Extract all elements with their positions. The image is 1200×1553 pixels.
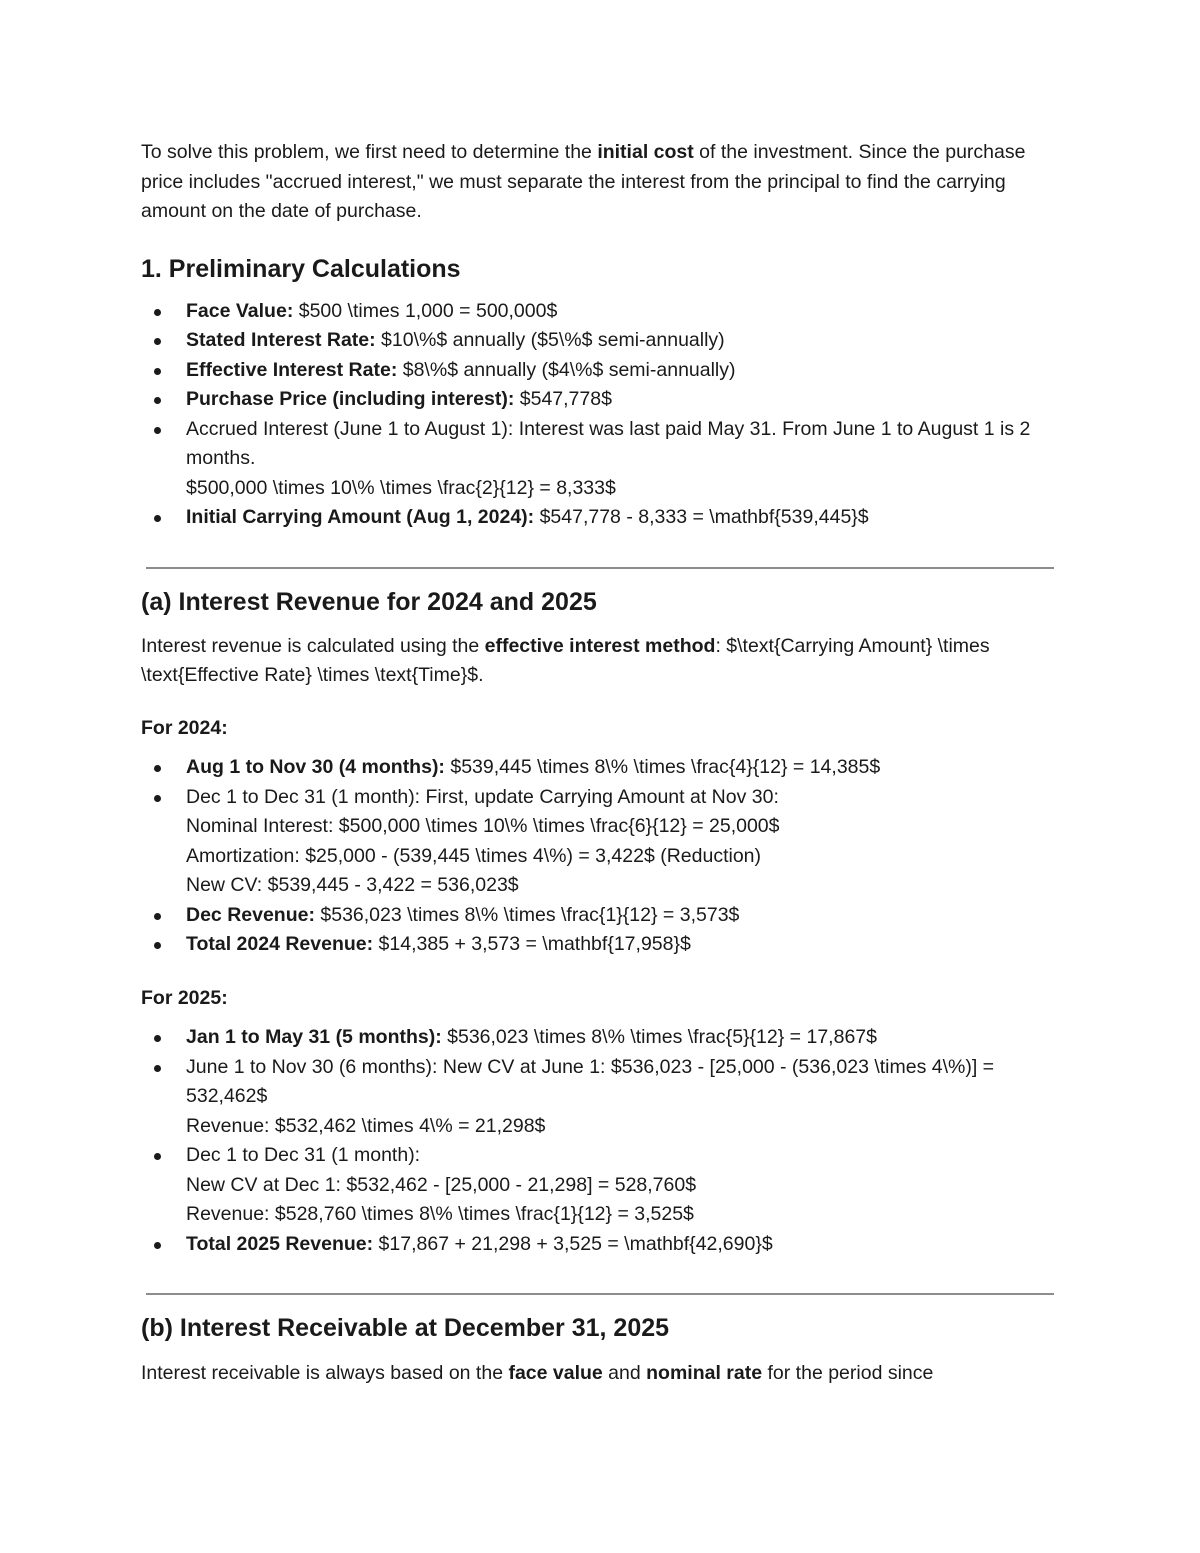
list-item: Accrued Interest (June 1 to August 1): Interest was last paid May 31. From June 1 to August 1 is 2 months. $500,000 \times 10\% \times \frac{2}{12} = 8,333$ xyxy=(141,415,1061,504)
list-item: June 1 to Nov 30 (6 months): New CV at June 1: $536,023 - [25,000 - (536,023 \times 4\%)] = 532,462$ Revenue: $532,462 \times 4\% = 21,298$ xyxy=(141,1053,1061,1142)
list-item: Total 2025 Revenue: $17,867 + 21,298 + 3,525 = \mathbf{42,690}$ xyxy=(141,1230,1061,1260)
list-item: Face Value: $500 \times 1,000 = 500,000$ xyxy=(141,297,1061,327)
section-a-paragraph: Interest revenue is calculated using the effective interest method: $\text{Carrying Amount} \times \text{Effective Rate} \times \text{Time}$. xyxy=(141,634,990,686)
intro-paragraph: To solve this problem, we first need to determine the initial cost of the investment. Since the purchase price includes "accrued interest," we must separate the interest from the principal to find the carrying amount on the date of purchase. xyxy=(141,141,1026,222)
document-body xyxy=(141,138,1061,1389)
list-item: Effective Interest Rate: $8\%$ annually ($4\%$ semi-annually) xyxy=(141,356,1061,386)
section-b-paragraph: Interest receivable is always based on the face value and nominal rate for the period since xyxy=(141,1362,934,1384)
list-item: Dec 1 to Dec 31 (1 month): New CV at Dec 1: $532,462 - [25,000 - 21,298] = 528,760$ Revenue: $528,760 \times 8\% \times \frac{1}{12} = 3,525$ xyxy=(141,1141,1061,1230)
list-item: Total 2024 Revenue: $14,385 + 3,573 = \mathbf{17,958}$ xyxy=(141,930,1061,960)
list-item: Purchase Price (including interest): $547,778$ xyxy=(141,385,1061,415)
list-item: Aug 1 to Nov 30 (4 months): $539,445 \times 8\% \times \frac{4}{12} = 14,385$ xyxy=(141,753,1061,783)
heading-section-a: (a) Interest Revenue for 2024 and 2025 xyxy=(141,587,597,616)
list-item: Initial Carrying Amount (Aug 1, 2024): $547,778 - 8,333 = \mathbf{539,445}$ xyxy=(141,503,1061,533)
section-divider xyxy=(146,1293,1054,1295)
list-item: Jan 1 to May 31 (5 months): $536,023 \times 8\% \times \frac{5}{12} = 17,867$ xyxy=(141,1023,1061,1053)
label-2024: For 2024: xyxy=(141,716,228,739)
revenue-2024-list xyxy=(141,753,1061,960)
heading-section-b: (b) Interest Receivable at December 31, 2025 xyxy=(141,1314,670,1342)
list-item: Dec 1 to Dec 31 (1 month): First, update Carrying Amount at Nov 30: Nominal Interest: $500,000 \times 10\% \times \frac{6}{12} = 25,000$ Amortization: $25,000 - (539,445 \times 4\%) = 3,422$ (Reduction) New CV: $539,445 - 3,422 = 536,023$ xyxy=(141,783,1061,901)
revenue-2025-list xyxy=(141,1023,1061,1259)
preliminary-list xyxy=(141,297,1061,533)
list-item: Stated Interest Rate: $10\%$ annually ($5\%$ semi-annually) xyxy=(141,326,1061,356)
heading-preliminary: 1. Preliminary Calculations xyxy=(141,254,461,283)
section-divider xyxy=(146,567,1054,569)
label-2025: For 2025: xyxy=(141,986,228,1009)
list-item: Dec Revenue: $536,023 \times 8\% \times \frac{1}{12} = 3,573$ xyxy=(141,901,1061,931)
